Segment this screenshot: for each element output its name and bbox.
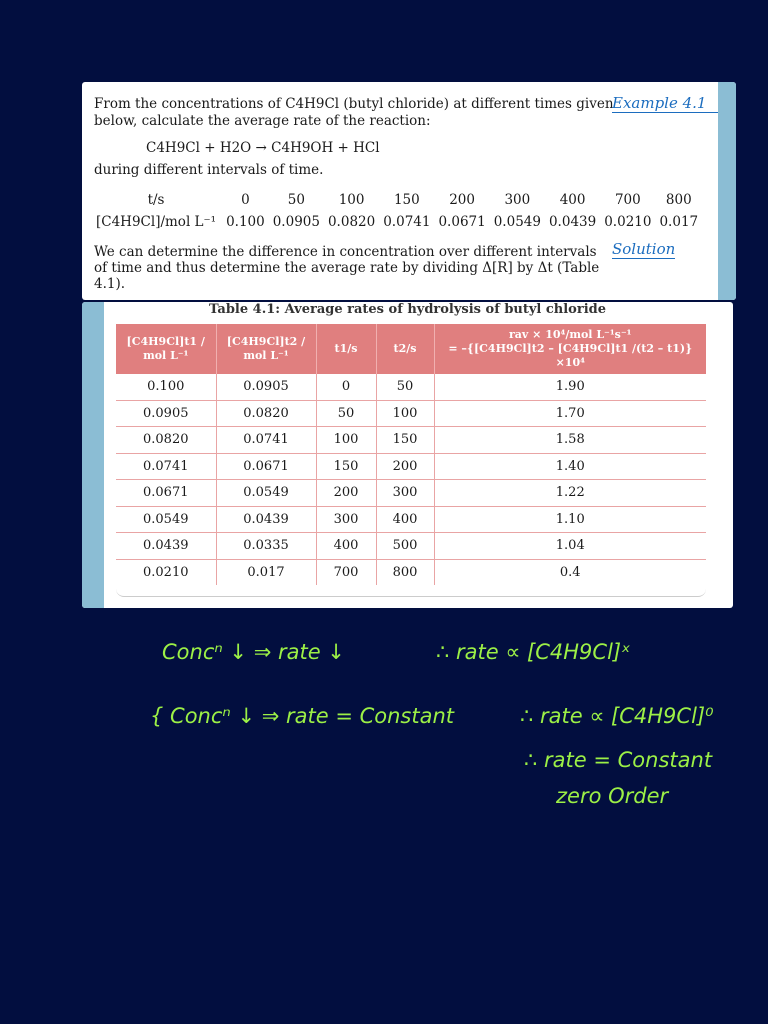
table-row — [116, 533, 706, 560]
conc-value: 0.017 — [659, 214, 699, 230]
cell-t2: 150 — [376, 427, 434, 454]
cell-conc-t2: 0.0439 — [216, 506, 316, 533]
cell-t2: 200 — [376, 453, 434, 480]
cell-t1: 100 — [316, 427, 376, 454]
header-rate — [434, 324, 706, 374]
table-row — [116, 480, 706, 507]
time-value: 150 — [393, 192, 420, 208]
cell-rate: 1.04 — [434, 533, 706, 560]
time-value: 100 — [338, 192, 365, 208]
rates-table — [116, 324, 706, 585]
cell-rate: 0.4 — [559, 564, 581, 580]
solution-label: Solution — [612, 240, 676, 258]
table-header-row — [116, 324, 706, 374]
cell-rate: 1.40 — [434, 453, 706, 480]
cell-conc-t1: 0.0741 — [116, 453, 216, 480]
solution-text: We can determine the difference in concentration over different intervals of time and thus determine the average rate by dividing Δ[R] by Δt (Table 4.1). — [94, 244, 600, 292]
conc-value: 0.0210 — [604, 214, 652, 230]
time-value: 400 — [559, 192, 586, 208]
time-value: 200 — [449, 192, 475, 208]
cell-t1: 150 — [316, 453, 376, 480]
problem-text: From the concentrations of C4H9Cl (butyl chloride) at different times given below, calculate the average rate of the reaction: — [94, 96, 614, 129]
note-line1-right: ∴ rate ∝ [C4H9Cl]ˣ — [436, 640, 631, 664]
cell-conc-t1: 0.0671 — [116, 480, 216, 507]
table-row — [116, 374, 706, 400]
example-card — [82, 82, 736, 300]
conc-value: 0.0549 — [493, 214, 541, 230]
cell-conc-t1: 0.0905 — [116, 400, 216, 427]
header-rate-line2: = –{[C4H9Cl]t2 – [C4H9Cl]t1 /(t2 – t1)}×10⁴ — [448, 342, 693, 369]
conc-value: 0.100 — [226, 214, 265, 230]
conc-row — [92, 211, 702, 233]
conc-value: 0.0905 — [272, 214, 320, 230]
cell-t1: 400 — [316, 533, 376, 560]
conc-value: 0.0741 — [383, 214, 431, 230]
note-line3: ∴ rate = Constant — [524, 748, 713, 772]
time-value: 700 — [614, 192, 641, 208]
cell-t1: 200 — [316, 480, 376, 507]
time-row — [92, 189, 702, 211]
table-row — [116, 427, 706, 454]
note-line2-right: ∴ rate ∝ [C4H9Cl]⁰ — [520, 704, 714, 728]
cell-rate: 1.58 — [434, 427, 706, 454]
cell-rate: 1.90 — [434, 374, 706, 400]
table-row — [116, 453, 706, 480]
conc-value: 0.0671 — [438, 214, 486, 230]
cell-conc-t1: 0.0549 — [116, 506, 216, 533]
cell-conc-t1: 0.100 — [116, 374, 216, 400]
table-bottom-edge — [116, 588, 706, 597]
cell-t1: 700 — [316, 559, 376, 585]
table-row — [116, 559, 706, 585]
header-t1: t1/s — [316, 324, 376, 374]
cell-rate: 1.22 — [434, 480, 706, 507]
cell-conc-t2: 0.0905 — [216, 374, 316, 400]
table-card — [82, 302, 733, 608]
table-row — [116, 506, 706, 533]
cell-t2: 300 — [376, 480, 434, 507]
header-rate-line1: rav × 10⁴/mol L⁻¹s⁻¹ — [509, 328, 632, 341]
cell-conc-t2: 0.0549 — [216, 480, 316, 507]
cell-t1: 0 — [316, 374, 376, 400]
cell-t2: 500 — [376, 533, 434, 560]
cell-t1: 50 — [316, 400, 376, 427]
conc-value: 0.0439 — [548, 214, 597, 230]
side-accent-bar — [82, 302, 104, 608]
time-value: 800 — [665, 192, 692, 208]
header-conc-t1: [C4H9Cl]t1 / mol L⁻¹ — [116, 324, 216, 374]
note-line2-left: { Concⁿ ↓ ⇒ rate = Constant — [150, 704, 455, 728]
conc-row-label: [C4H9Cl]/mol L⁻¹ — [96, 214, 217, 230]
note-line1-left: Concⁿ ↓ ⇒ rate ↓ — [162, 640, 345, 664]
table-caption: Table 4.1: Average rates of hydrolysis of butyl chloride — [208, 302, 607, 317]
during-text: during different intervals of time. — [94, 162, 324, 178]
table-row — [116, 400, 706, 427]
cell-conc-t1: 0.0439 — [116, 533, 216, 560]
header-t2: t2/s — [376, 324, 434, 374]
time-row-label: t/s — [147, 192, 165, 208]
time-value: 50 — [287, 192, 305, 208]
side-accent-bar — [718, 82, 736, 300]
cell-conc-t2: 0.017 — [216, 559, 316, 585]
conc-value: 0.0820 — [327, 214, 376, 230]
cell-conc-t2: 0.0741 — [216, 427, 316, 454]
note-line4: zero Order — [556, 784, 669, 808]
cell-conc-t1: 0.0820 — [116, 427, 216, 454]
cell-conc-t2: 0.0820 — [216, 400, 316, 427]
cell-rate: 1.70 — [434, 400, 706, 427]
cell-t2: 800 — [376, 559, 434, 585]
cell-t2: 400 — [376, 506, 434, 533]
cell-conc-t2: 0.0335 — [216, 533, 316, 560]
cell-conc-t2: 0.0671 — [216, 453, 316, 480]
cell-t1: 300 — [316, 506, 376, 533]
cell-t2: 100 — [376, 400, 434, 427]
example-label: Example 4.1 — [612, 94, 726, 113]
cell-t2: 50 — [376, 374, 434, 400]
time-value: 300 — [504, 192, 531, 208]
time-value: 0 — [241, 192, 250, 208]
cell-rate: 1.10 — [434, 506, 706, 533]
reaction-equation: C4H9Cl + H2O → C4H9OH + HCl — [146, 140, 380, 156]
header-conc-t2: [C4H9Cl]t2 / mol L⁻¹ — [216, 324, 316, 374]
given-data-table — [92, 189, 702, 233]
cell-conc-t1: 0.0210 — [116, 559, 216, 585]
